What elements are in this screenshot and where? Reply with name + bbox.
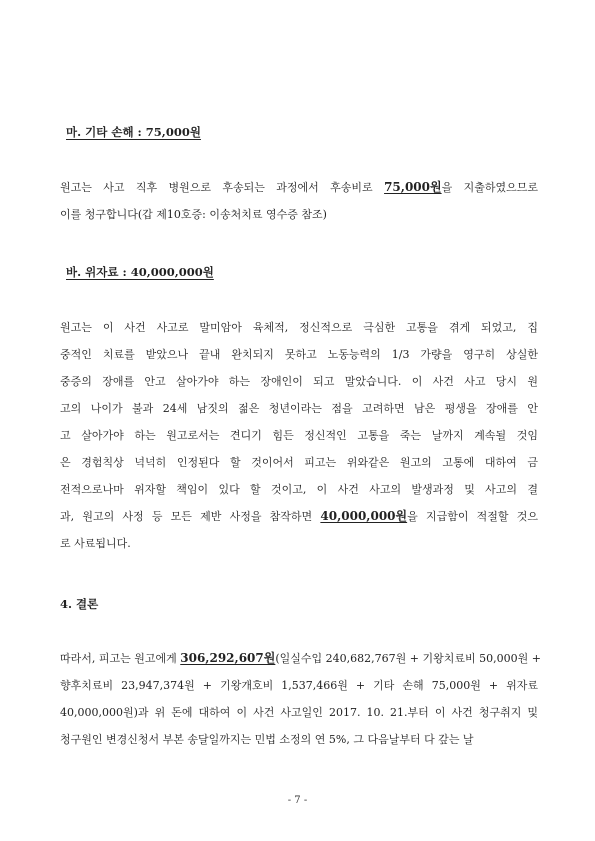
text-line [60, 341, 538, 368]
text-segment: 전적으로나마 위자할 책임이 있다 할 것이고, 이 사건 사고의 발생과정 및 사고의 결 [60, 483, 538, 496]
section-heading-other-damages: 마. 기타 손해 : 75,000원 [66, 125, 201, 139]
paragraph-conclusion [60, 645, 541, 753]
text-line [60, 726, 538, 753]
text-segment: 을 지출하였으므로 [441, 181, 538, 194]
text-line [60, 476, 538, 503]
text-segment: 과, 원고의 사정 등 모든 제반 사정을 참작하면 [60, 510, 321, 523]
section-heading-consolation-money: 바. 위자료 : 40,000,000원 [66, 265, 214, 279]
text-line [60, 422, 538, 449]
page-number: - 7 - [287, 795, 308, 806]
text-line [60, 368, 538, 395]
text-segment: 중증의 장애를 안고 살아가야 하는 장애인이 되고 말았습니다. 이 사건 사고 당시 원 [60, 375, 538, 388]
text-segment: 고 살아가야 하는 원고로서는 견디기 힘든 정신적인 고통을 죽는 날까지 계속될 것임 [60, 429, 538, 442]
text-segment: 향후치료비 23,947,374원 + 기왕개호비 1,537,466원 + 기타 손해 75,000원 + 위자료 [60, 679, 538, 692]
text-segment: 원고는 이 사건 사고로 말미암아 육체적, 정신적으로 극심한 고통을 겪게 되었고, 집 [60, 321, 538, 334]
text-segment: 은 경험칙상 넉넉히 인정된다 할 것이어서 피고는 위와같은 원고의 고통에 대하여 금 [60, 456, 538, 469]
text-segment: 중적인 치료를 받았으나 끝내 완치되지 못하고 노동능력의 1/3 가량을 영구히 상실한 [60, 348, 538, 361]
text-line [60, 314, 538, 341]
emphasized-amount: 40,000,000원 [320, 509, 408, 523]
paragraph-other-damages [60, 174, 538, 228]
text-segment: 따라서, 피고는 원고에게 [60, 652, 181, 665]
text-line [60, 174, 538, 201]
text-segment: 로 사료됩니다. [60, 537, 131, 550]
text-segment: 청구원인 변경신청서 부본 송달일까지는 민법 소정의 연 5%, 그 다음날부터 다 갚는 날 [60, 733, 474, 746]
text-line [60, 672, 538, 699]
text-segment: 원고는 사고 직후 병원으로 후송되는 과정에서 후송비로 [60, 181, 385, 194]
emphasized-amount: 306,292,607원 [180, 651, 276, 665]
text-segment: 이를 청구합니다(갑 제10호증: 이송처치료 영수증 참조) [60, 208, 327, 221]
text-line [60, 645, 541, 672]
text-segment: 고의 나이가 불과 24세 남짓의 젊은 청년이라는 점을 고려하면 남은 평생을 장애를 안 [60, 402, 538, 415]
paragraph-consolation-money [60, 314, 538, 557]
text-line [60, 449, 538, 476]
section-heading-conclusion: 4. 결론 [60, 597, 99, 611]
text-line [60, 201, 538, 228]
text-segment: (일실수입 240,682,767원 + 기왕치료비 50,000원 + [275, 652, 541, 665]
text-line [60, 395, 538, 422]
text-segment: 40,000,000원)과 위 돈에 대하여 이 사건 사고일인 2017. 10. 21.부터 이 사건 청구취지 및 [60, 706, 538, 719]
text-segment: 을 지급함이 적절할 것으 [407, 510, 538, 523]
emphasized-amount: 75,000원 [384, 180, 442, 194]
text-line [60, 503, 538, 530]
text-line [60, 530, 538, 557]
text-line [60, 699, 538, 726]
